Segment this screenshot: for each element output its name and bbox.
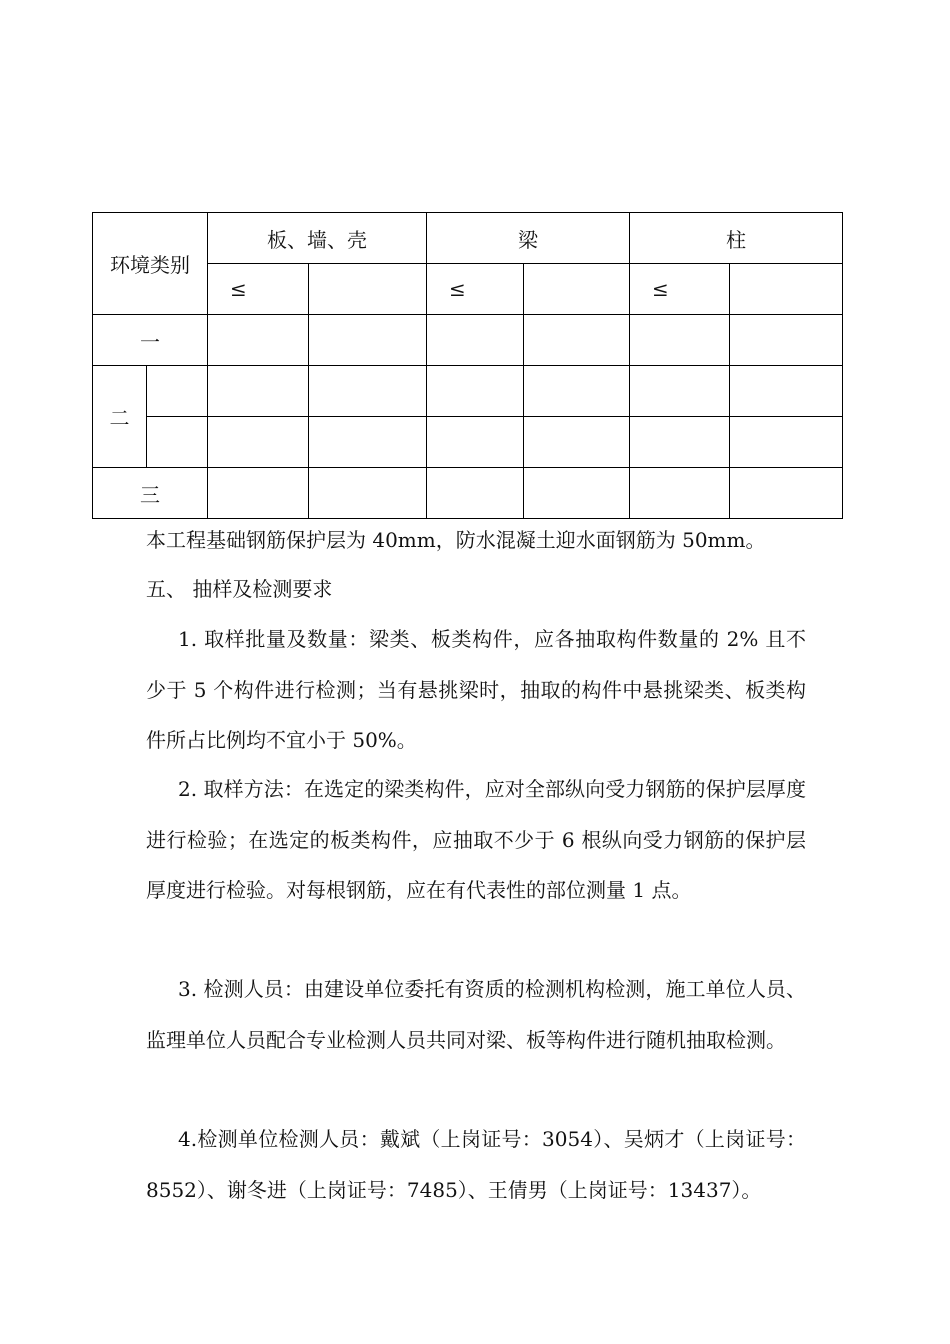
le-header-beam: ≤ [427, 264, 524, 315]
section-title: 五、 抽样及检测要求 [146, 577, 333, 601]
cover-thickness-table [92, 212, 843, 519]
table-cell [524, 417, 630, 468]
table-cell [427, 417, 524, 468]
table-cell [730, 315, 843, 366]
group-header-beam: 梁 [427, 213, 630, 264]
table-cell [427, 366, 524, 417]
table-cell [208, 468, 309, 519]
table-cell [147, 417, 208, 468]
table-cell [309, 315, 427, 366]
item-sampling-method: 2. 取样方法：在选定的梁类构件，应对全部纵向受力钢筋的保护层厚度进行检验；在选定的板类构件，应抽取不少于 6 根纵向受力钢筋的保护层厚度进行检验。对每根钢筋，应在有代表性的部位测量 1 点。 [146, 777, 806, 902]
table-cell [630, 468, 730, 519]
table-cell [208, 417, 309, 468]
table-cell [730, 264, 843, 315]
item-inspector-list: 4.检测单位检测人员：戴斌（上岗证号：3054）、吴炳才（上岗证号：8552）、谢冬进（上岗证号：7485）、王倩男（上岗证号：13437）。 [146, 1127, 806, 1202]
table-cell [309, 468, 427, 519]
item-sampling-quantity: 1. 取样批量及数量：梁类、板类构件，应各抽取构件数量的 2% 且不少于 5 个构件进行检测；当有悬挑梁时，抽取的构件中悬挑梁类、板类构件所占比例均不宜小于 50%。 [146, 627, 806, 752]
table-row [93, 366, 843, 417]
le-header-slab: ≤ [208, 264, 309, 315]
table-cell [524, 264, 630, 315]
item-inspection-personnel: 3. 检测人员：由建设单位委托有资质的检测机构检测，施工单位人员、监理单位人员配合专业检测人员共同对梁、板等构件进行随机抽取检测。 [146, 977, 806, 1052]
table-cell [309, 417, 427, 468]
table-cell [630, 366, 730, 417]
table-cell [208, 366, 309, 417]
table-cell [730, 366, 843, 417]
row-label-3: 三 [93, 468, 208, 519]
table-row [93, 468, 843, 519]
table-cell [208, 315, 309, 366]
table-cell [630, 315, 730, 366]
cover-note: 本工程基础钢筋保护层为 40mm，防水混凝土迎水面钢筋为 50mm。 [146, 528, 766, 552]
table-cell [730, 417, 843, 468]
group-header-column: 柱 [630, 213, 843, 264]
table-cell [147, 366, 208, 417]
table-row [93, 417, 843, 468]
row-label-2: 二 [93, 366, 147, 468]
table-row [93, 315, 843, 366]
table-cell [730, 468, 843, 519]
table-cell [427, 315, 524, 366]
le-header-column: ≤ [630, 264, 730, 315]
table-cell [524, 315, 630, 366]
table-cell [524, 468, 630, 519]
table-cell [630, 417, 730, 468]
table-cell [524, 366, 630, 417]
table-cell [309, 366, 427, 417]
group-header-slab-wall-shell: 板、墙、壳 [208, 213, 427, 264]
table-cell [309, 264, 427, 315]
table-cell [427, 468, 524, 519]
row-label-1: 一 [93, 315, 208, 366]
env-category-header: 环境类别 [93, 213, 208, 315]
